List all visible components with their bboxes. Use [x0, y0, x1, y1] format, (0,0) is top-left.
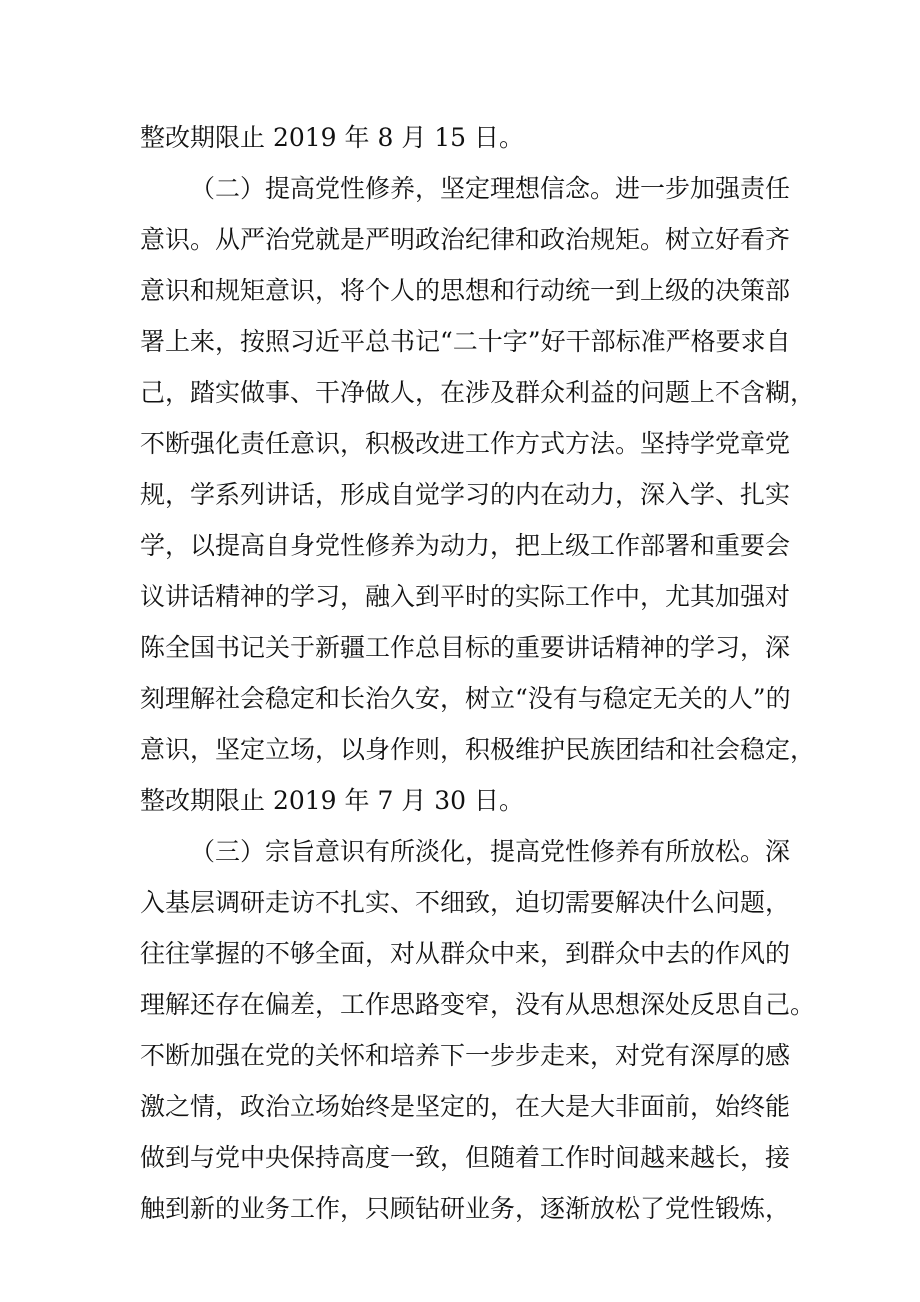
text-line: 规，学系列讲话，形成自觉学习的内在动力，深入学、扎实 [140, 480, 791, 509]
text-line: 不断加强在党的关怀和培养下一步步走来，对党有深厚的感 [140, 1041, 791, 1070]
text-line: 整改期限止 2019 年 7 月 30 日。 [140, 786, 525, 815]
text-line: 往往掌握的不够全面，对从群众中来，到群众中去的作风的 [140, 939, 791, 968]
text-line: 己，踏实做事、干净做人，在涉及群众利益的问题上不含糊， [140, 378, 816, 407]
text-line: 议讲话精神的学习，融入到平时的实际工作中，尤其加强对 [140, 582, 791, 611]
text-line: 做到与党中央保持高度一致，但随着工作时间越来越长，接 [140, 1143, 791, 1172]
text-line: 意识。从严治党就是严明政治纪律和政治规矩。树立好看齐 [140, 225, 791, 254]
text-line: 不断强化责任意识，积极改进工作方式方法。坚持学党章党 [140, 429, 791, 458]
text-line: 学，以提高自身党性修养为动力，把上级工作部署和重要会 [140, 531, 791, 560]
text-line: 意识，坚定立场，以身作则，积极维护民族团结和社会稳定， [140, 735, 816, 764]
text-line: 触到新的业务工作，只顾钻研业务，逐渐放松了党性锻炼， [140, 1194, 791, 1223]
text-line: 刻理解社会稳定和长治久安，树立“没有与稳定无关的人”的 [140, 684, 791, 713]
text-line: 署上来，按照习近平总书记“二十字”好干部标准严格要求自 [140, 327, 791, 356]
paragraph-three-first-line: （三）宗旨意识有所淡化，提高党性修养有所放松。深 [190, 837, 791, 866]
paragraph-two-first-line: （二）提高党性修养，坚定理想信念。进一步加强责任 [190, 174, 791, 203]
document-body [140, 112, 816, 1234]
text-line: 激之情，政治立场始终是坚定的，在大是大非面前，始终能 [140, 1092, 791, 1121]
text-line: 意识和规矩意识，将个人的思想和行动统一到上级的决策部 [140, 276, 791, 305]
text-line: 入基层调研走访不扎实、不细致，迫切需要解决什么问题， [140, 888, 791, 917]
text-line: 陈全国书记关于新疆工作总目标的重要讲话精神的学习，深 [140, 633, 791, 662]
text-line: 整改期限止 2019 年 8 月 15 日。 [140, 123, 525, 152]
text-line: 理解还存在偏差，工作思路变窄，没有从思想深处反思自己。 [140, 990, 816, 1019]
